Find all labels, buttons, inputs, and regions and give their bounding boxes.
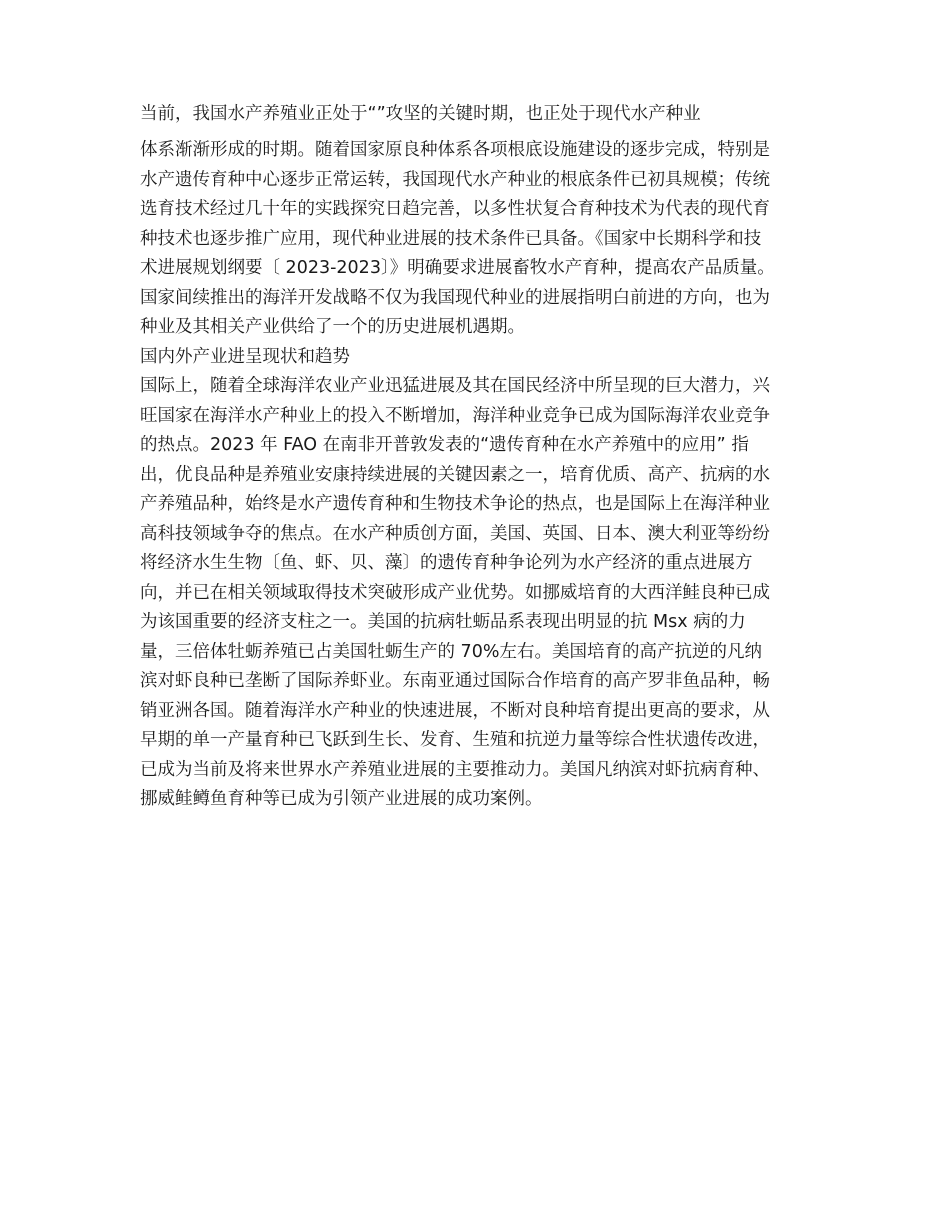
paragraph-line: 产养殖品种，始终是水产遗传育种和生物技术争论的热点，也是国际上在海洋种业 bbox=[140, 494, 770, 514]
paragraph-line: 出，优良品种是养殖业安康持续进展的关键因素之一，培育优质、高产、抗病的水 bbox=[140, 464, 770, 485]
paragraph-line: 销亚洲各国。随着海洋水产种业的快速进展，不断对良种培育提出更高的要求，从 bbox=[140, 700, 770, 721]
paragraph-line: 选育技术经过几十年的实践探究日趋完善，以多性状复合育种技术为代表的现代育 bbox=[140, 199, 770, 219]
paragraph-line: 水产遗传育种中心逐步正常运转，我国现代水产种业的根底条件已初具规模；传统 bbox=[140, 169, 770, 190]
paragraph-line: 国际上，随着全球海洋农业产业迅猛进展及其在国民经济中所呈现的巨大潜力，兴 bbox=[140, 376, 770, 396]
paragraph-line: 种业及其相关产业供给了一个的历史进展机遇期。 bbox=[140, 317, 525, 337]
paragraph-line: 术进展规划纲要〔 2023-2023〕》明确要求进展畜牧水产育种，提高农产品质量。 bbox=[140, 258, 775, 278]
section-heading: 国内外产业进呈现状和趋势 bbox=[140, 346, 350, 367]
paragraph-line: 种技术也逐步推广应用，现代种业进展的技术条件已具备。《国家中长期科学和技 bbox=[140, 228, 762, 249]
paragraph-line: 当前，我国水产养殖业正处于“”攻坚的关键时期，也正处于现代水产种业 bbox=[140, 104, 701, 124]
paragraph-line: 早期的单一产量育种已飞跃到生长、发育、生殖和抗逆力量等综合性状遗传改进， bbox=[140, 730, 770, 750]
document-body bbox=[140, 100, 830, 815]
paragraph-line: 国家间续推出的海洋开发战略不仅为我国现代种业的进展指明白前进的方向，也为 bbox=[140, 287, 770, 308]
paragraph-line: 的热点。2023 年 FAO 在南非开普敦发表的“遗传育种在水产养殖中的应用” 指 bbox=[140, 435, 749, 455]
paragraph-line: 将经济水生生物〔鱼、虾、贝、藻〕的遗传育种争论列为水产经济的重点进展方 bbox=[140, 553, 753, 573]
paragraph-line: 旺国家在海洋水产种业上的投入不断增加，海洋种业竞争已成为国际海洋农业竞争 bbox=[140, 405, 770, 426]
paragraph-line: 已成为当前及将来世界水产养殖业进展的主要推动力。美国凡纳滨对虾抗病育种、 bbox=[140, 759, 770, 780]
paragraph-line: 滨对虾良种已垄断了国际养虾业。东南亚通过国际合作培育的高产罗非鱼品种，畅 bbox=[140, 671, 770, 691]
paragraph-line: 为该国重要的经济支柱之一。美国的抗病牡蛎品系表现出明显的抗 Msx 病的力 bbox=[140, 612, 746, 632]
paragraph-line: 挪威鲑鳟鱼育种等已成为引领产业进展的成功案例。 bbox=[140, 789, 543, 809]
paragraph-line: 高科技领域争夺的焦点。在水产种质创方面，美国、英国、日本、澳大利亚等纷纷 bbox=[140, 523, 770, 544]
paragraph-line: 向，并已在相关领域取得技术突破形成产业优势。如挪威培育的大西洋鲑良种已成 bbox=[140, 582, 770, 603]
paragraph-line: 量，三倍体牡蛎养殖已占美国牡蛎生产的 70%左右。美国培育的高产抗逆的凡纳 bbox=[140, 641, 762, 662]
paragraph-line: 体系渐渐形成的时期。随着国家原良种体系各项根底设施建设的逐步完成，特别是 bbox=[140, 140, 770, 160]
